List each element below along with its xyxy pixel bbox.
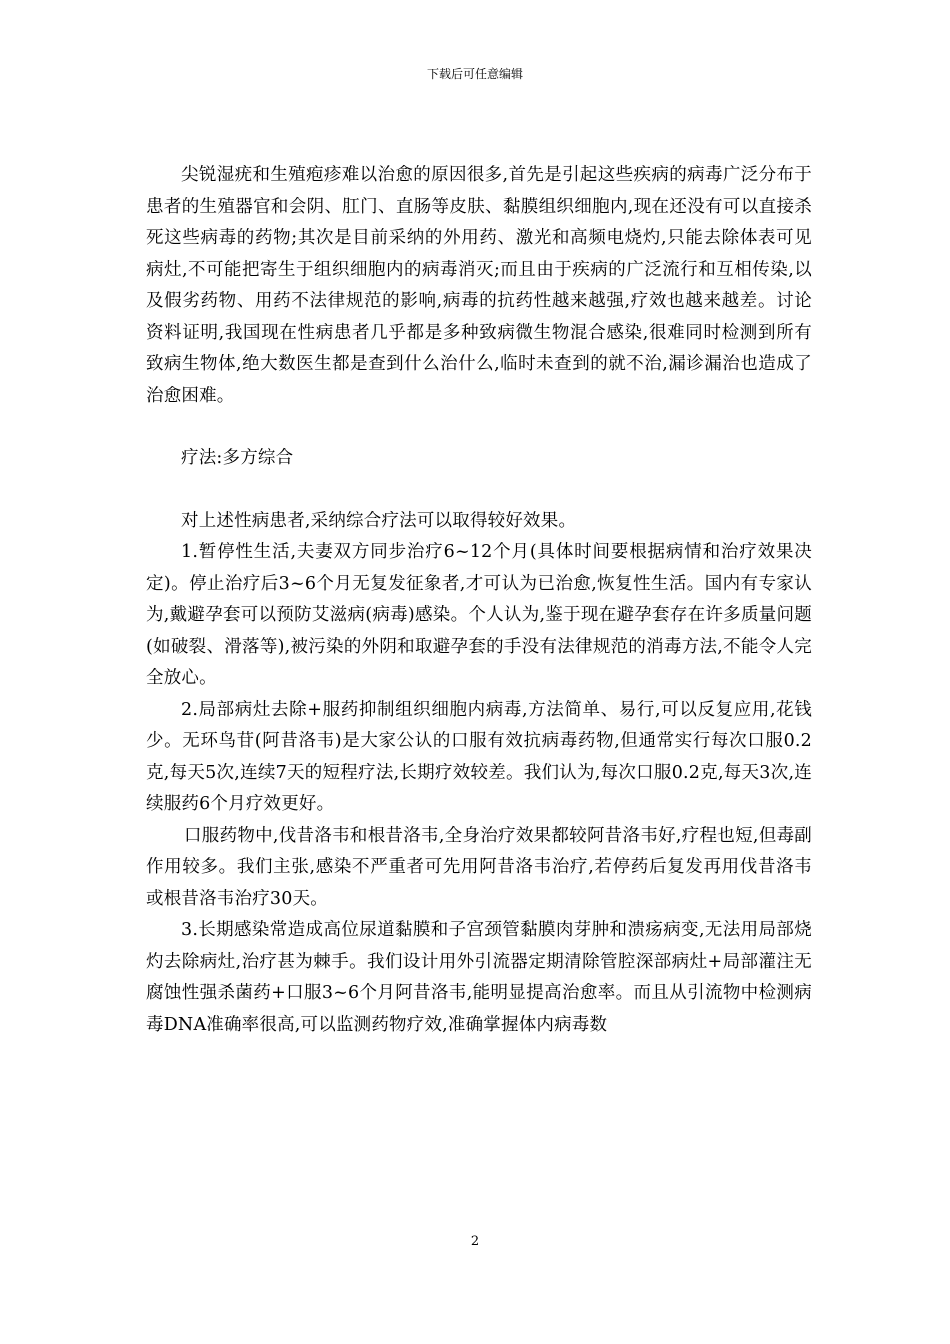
section-heading-therapy: 疗法:多方综合 — [181, 448, 294, 468]
paragraph-therapy-intro: 对上述性病患者,采纳综合疗法可以取得较好效果。 — [181, 510, 577, 531]
page-header: 下载后可任意编辑 — [426, 67, 523, 81]
paragraph-item-3: 3.长期感染常造成高位尿道黏膜和子宫颈管黏膜肉芽肿和溃疡病变,无法用局部烧灼去除病灶,治疗甚为棘手。我们设计用外引流器定期清除管腔深部病灶+局部灌注无腐蚀性强杀菌药+口服3~6个月阿昔洛韦,能明显提高治愈率。而且从引流物中检测病毒DNA准确率很高,可以监测药物疗效,准确掌握体内病毒数 — [146, 920, 812, 1035]
document-body — [146, 160, 812, 1041]
paragraph-oral-drugs: 口服药物中,伐昔洛韦和根昔洛韦,全身治疗效果都较阿昔洛韦好,疗程也短,但毒副作用较多。我们主张,感染不严重者可先用阿昔洛韦治疗,若停药后复发再用伐昔洛韦或根昔洛韦治疗30天。 — [146, 825, 812, 909]
paragraph-item-2: 2.局部病灶去除+服药抑制组织细胞内病毒,方法简单、易行,可以反复应用,花钱少。无环鸟苷(阿昔洛韦)是大家公认的口服有效抗病毒药物,但通常实行每次口服0.2克,每天5次,连续7天的短程疗法,长期疗效较差。我们认为,每次口服0.2克,每天3次,连续服药6个月疗效更好。 — [146, 699, 812, 814]
paragraph-causes: 尖锐湿疣和生殖疱疹难以治愈的原因很多,首先是引起这些疾病的病毒广泛分布于患者的生殖器官和会阴、肛门、直肠等皮肤、黏膜组织细胞内,现在还没有可以直接杀死这些病毒的药物;其次是目前采纳的外用药、激光和高频电烧灼,只能去除体表可见病灶,不可能把寄生于组织细胞内的病毒消灭;而且由于疾病的广泛流行和互相传染,以及假劣药物、用药不法律规范的影响,病毒的抗药性越来越强,疗效也越来越差。讨论资料证明,我国现在性病患者几乎都是多种致病微生物混合感染,很难同时检测到所有致病生物体,绝大数医生都是查到什么治什么,临时未查到的就不治,漏诊漏治也造成了治愈困难。 — [146, 165, 812, 406]
paragraph-item-1: 1.暂停性生活,夫妻双方同步治疗6~12个月(具体时间要根据病情和治疗效果决定)。停止治疗后3~6个月无复发征象者,才可认为已治愈,恢复性生活。国内有专家认为,戴避孕套可以预防艾滋病(病毒)感染。个人认为,鉴于现在避孕套存在许多质量问题(如破裂、滑落等),被污染的外阴和取避孕套的手没有法律规范的消毒方法,不能令人完全放心。 — [146, 542, 812, 688]
page-number: 2 — [470, 1234, 480, 1249]
